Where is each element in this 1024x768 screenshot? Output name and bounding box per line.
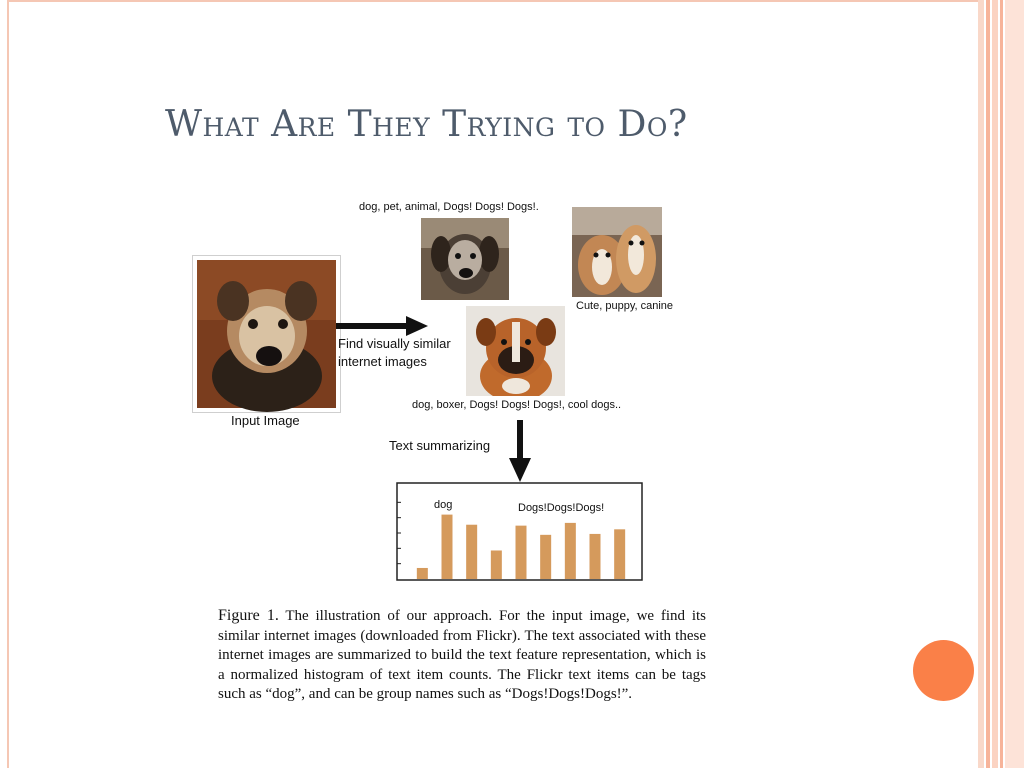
chart-bar [565,523,576,579]
tags-boxer: dog, boxer, Dogs! Dogs! Dogs!, cool dogs.. [412,399,622,411]
arrow-right-icon [336,316,428,336]
similar-dog-image-2 [572,207,662,297]
chart-bar [590,534,601,579]
similar-dog-image-3 [466,306,565,396]
text-summarizing-label: Text summarizing [389,438,491,453]
tags-right: Cute, puppy, canine [576,300,674,312]
chart-bar [540,535,551,579]
find-similar-label-line2: internet images [338,354,427,369]
chart-bar [516,526,527,579]
text-histogram-chart [396,482,644,582]
tags-top: dog, pet, animal, Dogs! Dogs! Dogs!. [359,201,539,213]
figure-caption-number: Figure 1. [218,607,279,624]
chart-annotation-dog: dog [434,499,453,511]
chart-bar [614,529,625,579]
find-similar-label-line1: Find visually similar [338,336,451,351]
similar-dog-image-1 [421,218,509,300]
slide-title: What Are They Trying to Do? [165,104,688,145]
chart-bar [466,525,477,579]
figure-caption-text: The illustration of our approach. For the input image, we find its similar internet images (downloaded from Flickr). The text associated with these internet images are summarized to build the text feature representation, which is a normalized histogram of text item counts. The Flickr text items can be tags such as “dog”, and can be group names such as “Dogs!Dogs!Dogs!”. [218,608,707,702]
input-image-label: Input Image [231,413,300,428]
chart-bar [417,568,428,579]
arrow-down-icon [509,420,531,482]
input-dog-image [192,255,341,413]
decorative-orange-circle [913,640,974,701]
chart-bar [442,515,453,579]
figure-caption [218,606,706,705]
chart-bar [491,550,502,579]
chart-annotation-dogs: Dogs!Dogs!Dogs! [518,502,605,514]
